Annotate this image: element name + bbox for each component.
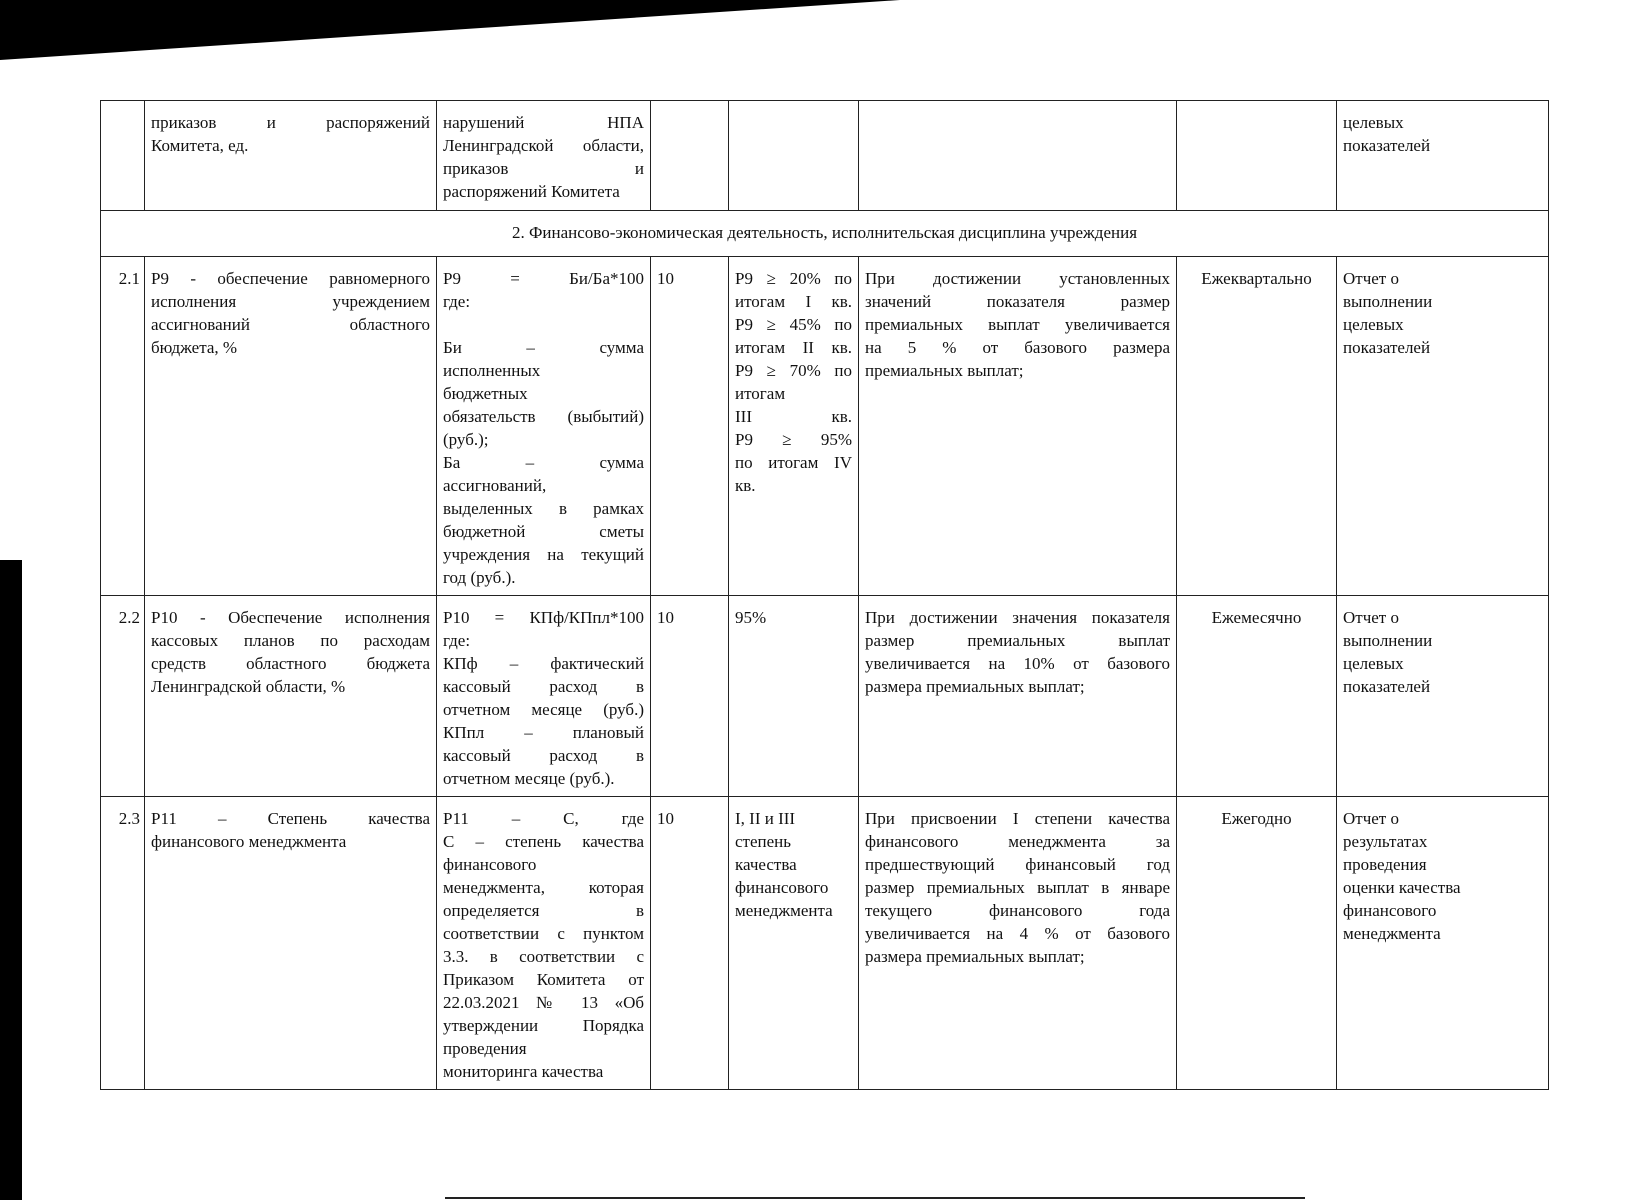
cell-text-line: Ленинградской области, % <box>151 677 346 696</box>
cell-target <box>729 101 859 211</box>
cell-text-line <box>443 313 644 336</box>
cell-text-line: Р9 = Би/Ба*100 <box>443 269 644 288</box>
cell-formula <box>437 797 651 1090</box>
cell-text-line: утверждении Порядка <box>443 1016 644 1035</box>
cell-text-line: проведения <box>443 1039 527 1058</box>
cell-text-line: менеджмента, которая <box>443 878 644 897</box>
cell-text-line: где: <box>443 631 471 650</box>
cell-text-line: Р9 ≥ 45% по <box>735 315 852 334</box>
cell-formula <box>437 101 651 211</box>
cell-name <box>145 257 437 596</box>
indicators-table <box>100 100 1549 1090</box>
cell-condition <box>859 101 1177 211</box>
cell-text-line: Р10 = КПф/КПпл*100 <box>443 608 644 627</box>
cell-text-line: Би – сумма <box>443 338 644 357</box>
cell-text-line: Комитета, ед. <box>151 136 249 155</box>
cell-text-line: показателей <box>1343 338 1431 357</box>
cell-text-line: год (руб.). <box>443 568 516 587</box>
cell-text-line: текущего финансового года <box>865 901 1170 920</box>
cell-text-line: качества <box>735 855 797 874</box>
scan-line-bottom <box>445 1197 1305 1199</box>
cell-text-line: размера премиальных выплат; <box>865 677 1085 696</box>
cell-text-line: Р9 ≥ 95% <box>735 430 852 449</box>
cell-text-line: бюджетных <box>443 384 528 403</box>
cell-text-line: степень <box>735 832 792 851</box>
cell-text-line: предшествующий финансовый год <box>865 855 1170 874</box>
cell-text-line: премиальных выплат увеличивается <box>865 315 1170 334</box>
cell-text-line: показателей <box>1343 136 1431 155</box>
cell-text-line: целевых <box>1343 654 1404 673</box>
cell-weight: 10 <box>651 257 729 596</box>
cell-weight: 10 <box>651 596 729 797</box>
cell-text-line: финансового <box>1343 901 1437 920</box>
cell-text-line: выделенных в рамках <box>443 499 644 518</box>
cell-text-line: КПпл – плановый <box>443 723 644 742</box>
cell-num: 2.1 <box>101 257 145 596</box>
cell-text-line: Р11 – С, где <box>443 809 644 828</box>
cell-text-line: размера премиальных выплат; <box>865 947 1085 966</box>
cell-text-line: Приказом Комитета от <box>443 970 644 989</box>
cell-name <box>145 101 437 211</box>
cell-text-line: I, II и III <box>735 809 796 828</box>
cell-text-line: выполнении <box>1343 292 1433 311</box>
cell-num: 2.2 <box>101 596 145 797</box>
cell-text-line: Ба – сумма <box>443 453 644 472</box>
cell-text-line: кассовых планов по расходам <box>151 631 430 650</box>
cell-text-line: нарушений НПА <box>443 113 644 132</box>
cell-text-line: (руб.); <box>443 430 489 449</box>
cell-target <box>729 596 859 797</box>
cell-report <box>1337 101 1549 211</box>
cell-target <box>729 257 859 596</box>
cell-text-line: оценки качества <box>1343 878 1461 897</box>
cell-text-line: исполненных <box>443 361 541 380</box>
cell-text-line: мониторинга качества <box>443 1062 604 1081</box>
cell-text-line: финансового <box>443 855 537 874</box>
cell-text-line: КПф – фактический <box>443 654 644 673</box>
cell-text-line: С – степень качества <box>443 832 644 851</box>
cell-text-line: приказов и распоряжений <box>151 113 430 132</box>
cell-formula <box>437 596 651 797</box>
cell-report <box>1337 257 1549 596</box>
cell-text-line: выполнении <box>1343 631 1433 650</box>
cell-text-line: по итогам IV <box>735 453 852 472</box>
scan-shadow-left <box>0 560 22 1200</box>
cell-text-line: отчетном месяце (руб.) <box>443 700 644 719</box>
cell-text-line: отчетном месяце (руб.). <box>443 769 615 788</box>
cell-text-line: определяется в <box>443 901 644 920</box>
cell-text-line: соответствии с пунктом <box>443 924 644 943</box>
cell-condition <box>859 596 1177 797</box>
cell-text-line: кассовый расход в <box>443 746 644 765</box>
cell-text-line: премиальных выплат; <box>865 361 1024 380</box>
cell-text-line: При присвоении I степени качества <box>865 809 1170 828</box>
cell-text-line: финансового <box>735 878 829 897</box>
cell-text-line: целевых <box>1343 113 1404 132</box>
cell-text-line: Р9 - обеспечение равномерного <box>151 269 430 288</box>
cell-text-line: кв. <box>735 476 756 495</box>
cell-text-line: обязательств (выбытий) <box>443 407 644 426</box>
cell-text-line: 3.3. в соответствии с <box>443 947 644 966</box>
cell-period: Ежеквартально <box>1177 257 1337 596</box>
cell-text-line: ассигнований областного <box>151 315 430 334</box>
cell-name <box>145 797 437 1090</box>
cell-text-line: значений показателя размер <box>865 292 1170 311</box>
cell-period: Ежегодно <box>1177 797 1337 1090</box>
cell-text-line: размер премиальных выплат <box>865 631 1170 650</box>
cell-text-line: Отчет о <box>1343 269 1399 288</box>
cell-text-line: Р10 - Обеспечение исполнения <box>151 608 430 627</box>
cell-name <box>145 596 437 797</box>
cell-text-line: приказов и <box>443 159 644 178</box>
cell-text-line: увеличивается на 4 % от базового <box>865 924 1170 943</box>
cell-text-line: При достижении значения показателя <box>865 608 1170 627</box>
cell-period: Ежемесячно <box>1177 596 1337 797</box>
cell-text-line: Отчет о <box>1343 608 1399 627</box>
cell-weight <box>651 101 729 211</box>
cell-text-line: При достижении установленных <box>865 269 1170 288</box>
cell-condition <box>859 257 1177 596</box>
cell-text-line: 95% <box>735 608 767 627</box>
scan-shadow-top <box>0 0 900 60</box>
cell-text-line: результатах <box>1343 832 1428 851</box>
cell-num: 2.3 <box>101 797 145 1090</box>
cell-weight: 10 <box>651 797 729 1090</box>
document-sheet <box>100 100 1548 1090</box>
cell-text-line: итогам I кв. <box>735 292 852 311</box>
cell-text-line: бюджетной сметы <box>443 522 644 541</box>
cell-text-line: размер премиальных выплат в январе <box>865 878 1170 897</box>
cell-target <box>729 797 859 1090</box>
cell-text-line: где: <box>443 292 471 311</box>
cell-formula <box>437 257 651 596</box>
table-row <box>101 257 1549 596</box>
cell-text-line: Р9 ≥ 70% по <box>735 361 852 380</box>
cell-text-line: ассигнований, <box>443 476 547 495</box>
table-row <box>101 596 1549 797</box>
cell-text-line: Ленинградской области, <box>443 136 644 155</box>
cell-text-line: средств областного бюджета <box>151 654 430 673</box>
cell-text-line: 22.03.2021 № 13 «Об <box>443 993 644 1012</box>
cell-text-line: менеджмента <box>735 901 833 920</box>
cell-text-line: III кв. <box>735 407 852 426</box>
table-row-continued <box>101 101 1549 211</box>
section-title: 2. Финансово-экономическая деятельность, исполнительская дисциплина учреждения <box>101 211 1549 257</box>
section-row <box>101 211 1549 257</box>
cell-text-line: целевых <box>1343 315 1404 334</box>
cell-text-line: исполнения учреждением <box>151 292 430 311</box>
cell-text-line: менеджмента <box>1343 924 1441 943</box>
cell-text-line: бюджета, % <box>151 338 238 357</box>
cell-text-line: показателей <box>1343 677 1431 696</box>
cell-report <box>1337 596 1549 797</box>
cell-text-line: увеличивается на 10% от базового <box>865 654 1170 673</box>
cell-period <box>1177 101 1337 211</box>
cell-text-line: Отчет о <box>1343 809 1399 828</box>
cell-text-line: итогам II кв. <box>735 338 852 357</box>
cell-text-line: кассовый расход в <box>443 677 644 696</box>
cell-report <box>1337 797 1549 1090</box>
cell-text-line: на 5 % от базового размера <box>865 338 1170 357</box>
cell-num <box>101 101 145 211</box>
cell-text-line: распоряжений Комитета <box>443 182 620 201</box>
cell-condition <box>859 797 1177 1090</box>
cell-text-line: Р9 ≥ 20% по <box>735 269 852 288</box>
cell-text-line: итогам <box>735 384 786 403</box>
table-row <box>101 797 1549 1090</box>
cell-text-line: учреждения на текущий <box>443 545 644 564</box>
cell-text-line: проведения <box>1343 855 1427 874</box>
cell-text-line: Р11 – Степень качества <box>151 809 430 828</box>
cell-text-line: финансового менеджмента за <box>865 832 1170 851</box>
cell-text-line: финансового менеджмента <box>151 832 347 851</box>
